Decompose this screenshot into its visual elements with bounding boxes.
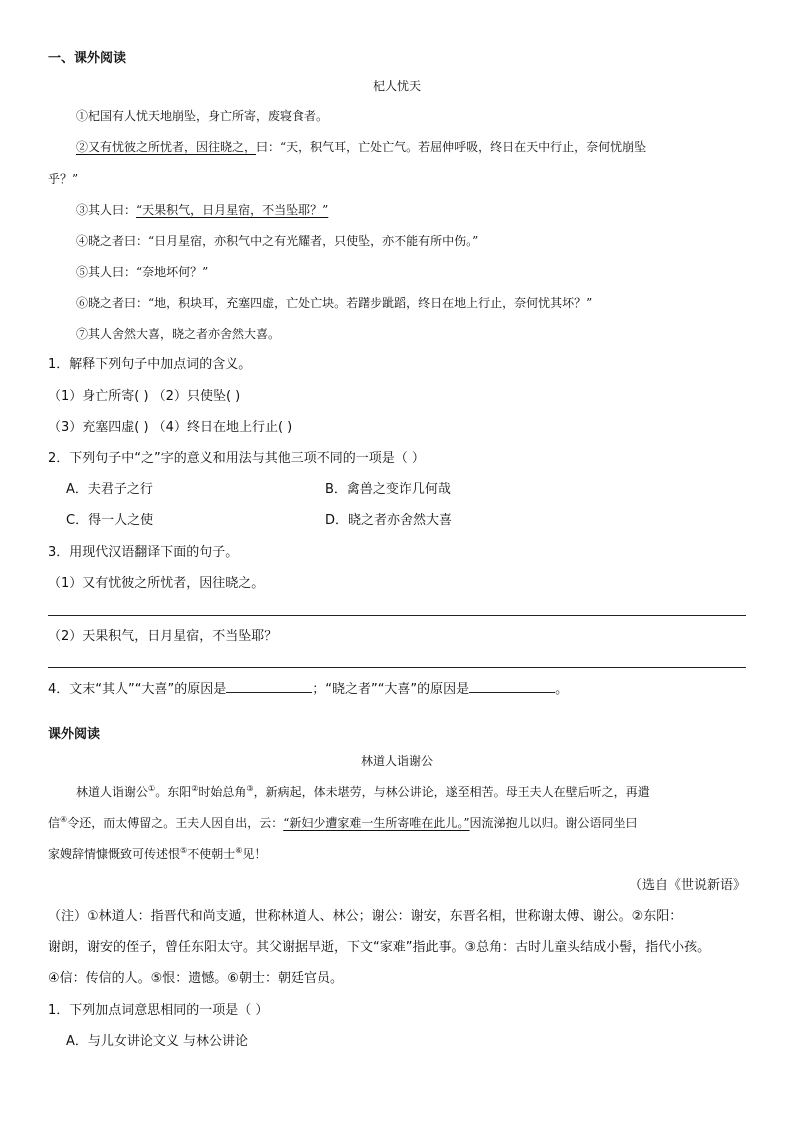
fill-blank xyxy=(226,679,312,693)
section-heading: 一、课外阅读 xyxy=(48,51,127,66)
passage-paragraph: ③其人曰：“天果积气，日月星宿，不当坠耶？” xyxy=(76,203,329,217)
option-b: B．禽兽之变诈几何哉 xyxy=(325,482,451,497)
source-citation: （选自《世说新语》 xyxy=(628,878,746,893)
passage-paragraph: ⑥晓之者曰：“地，积块耳，充塞四虚，亡处亡块。若躇步跐蹈，终日在地上行止，奈何忧其坏？” xyxy=(76,296,593,310)
underlined-sentence: “天果积气，日月星宿，不当坠耶？” xyxy=(136,203,329,217)
passage-paragraph: ②又有忧彼之所忧者，因往晓之，曰：“天，积气耳，亡处亡气。若屈伸呼吸，终日在天中行止，奈何忧崩坠 xyxy=(76,140,647,154)
passage-paragraph: ⑤其人曰：“奈地坏何？” xyxy=(76,265,209,279)
option-a: A．与儿女讲论文义 与林公讲论 xyxy=(66,1034,249,1049)
question-item: （1）身亡所寄( ) （2）只使坠( ) xyxy=(48,389,241,404)
passage-paragraph: ④晓之者曰：“日月星宿，亦积气中之有光耀者，只使坠，亦不能有所中伤。” xyxy=(76,234,479,248)
option-d: D．晓之者亦舍然大喜 xyxy=(325,513,453,528)
passage-paragraph: 信④令还，而太傅留之。王夫人因自出，云：“新妇少遭家难一生所寄唯在此儿。”因流涕抱儿以归。谢公语同坐曰 xyxy=(48,815,638,830)
annotation-line: 谢朗，谢安的侄子，曾任东阳太守。其父谢据早逝，下文“家难”指此事。③总角：古时儿童头结成小髻，指代小孩。 xyxy=(48,940,711,955)
passage-title: 杞人忧天 xyxy=(372,79,421,93)
option-a: A．夫君子之行 xyxy=(66,482,153,497)
passage-paragraph: ⑦其人舍然大喜，晓之者亦舍然大喜。 xyxy=(76,327,281,341)
section-heading: 课外阅读 xyxy=(48,727,101,742)
question-stem: 1．解释下列句子中加点词的含义。 xyxy=(48,357,252,372)
option-c: C．得一人之使 xyxy=(66,513,154,528)
question-item: （2）天果积气，日月星宿，不当坠耶？ xyxy=(48,629,278,644)
answer-line xyxy=(48,615,746,616)
annotation-line: （注）①林道人：指晋代和尚支遁，世称林道人、林公；谢公：谢安，东晋名相，世称谢太傅、谢公。②东阳： xyxy=(48,909,683,924)
passage-paragraph: 乎？” xyxy=(48,172,79,186)
question-item: （1）又有忧彼之所忧者，因往晓之。 xyxy=(48,576,265,591)
underlined-sentence: “新妇少遭家难一生所寄唯在此儿。” xyxy=(283,816,470,830)
answer-line xyxy=(48,667,746,668)
question-stem: 1．下列加点词意思相同的一项是（ ） xyxy=(48,1003,269,1018)
passage-paragraph: 家嫂辞情慷慨致可传述恨⑤不使朝士⑥见！ xyxy=(48,846,267,861)
question-stem: 3．用现代汉语翻译下面的句子。 xyxy=(48,545,239,560)
annotation-line: ④信：传信的人。⑤恨：遗憾。⑥朝士：朝廷官员。 xyxy=(48,971,343,986)
underlined-sentence: ②又有忧彼之所忧者，因往晓之， xyxy=(76,140,257,154)
passage-paragraph: 林道人诣谢公①。东阳②时始总角③，新病起，体未堪劳，与林公讲论，遂至相苦。母王夫人在壁后听之，再遣 xyxy=(76,784,650,799)
question-stem: 4．文末“其人”“大喜”的原因是 ；“晓之者”“大喜”的原因是 。 xyxy=(48,679,568,699)
fill-blank xyxy=(469,679,555,693)
question-item: （3）充塞四虚( ) （4）终日在地上行止( ) xyxy=(48,420,293,435)
passage-paragraph: ①杞国有人忧天地崩坠，身亡所寄，废寝食者。 xyxy=(76,109,329,123)
question-stem: 2．下列句子中“之”字的意义和用法与其他三项不同的一项是（ ） xyxy=(48,451,425,466)
passage-title: 林道人诣谢公 xyxy=(360,754,433,768)
